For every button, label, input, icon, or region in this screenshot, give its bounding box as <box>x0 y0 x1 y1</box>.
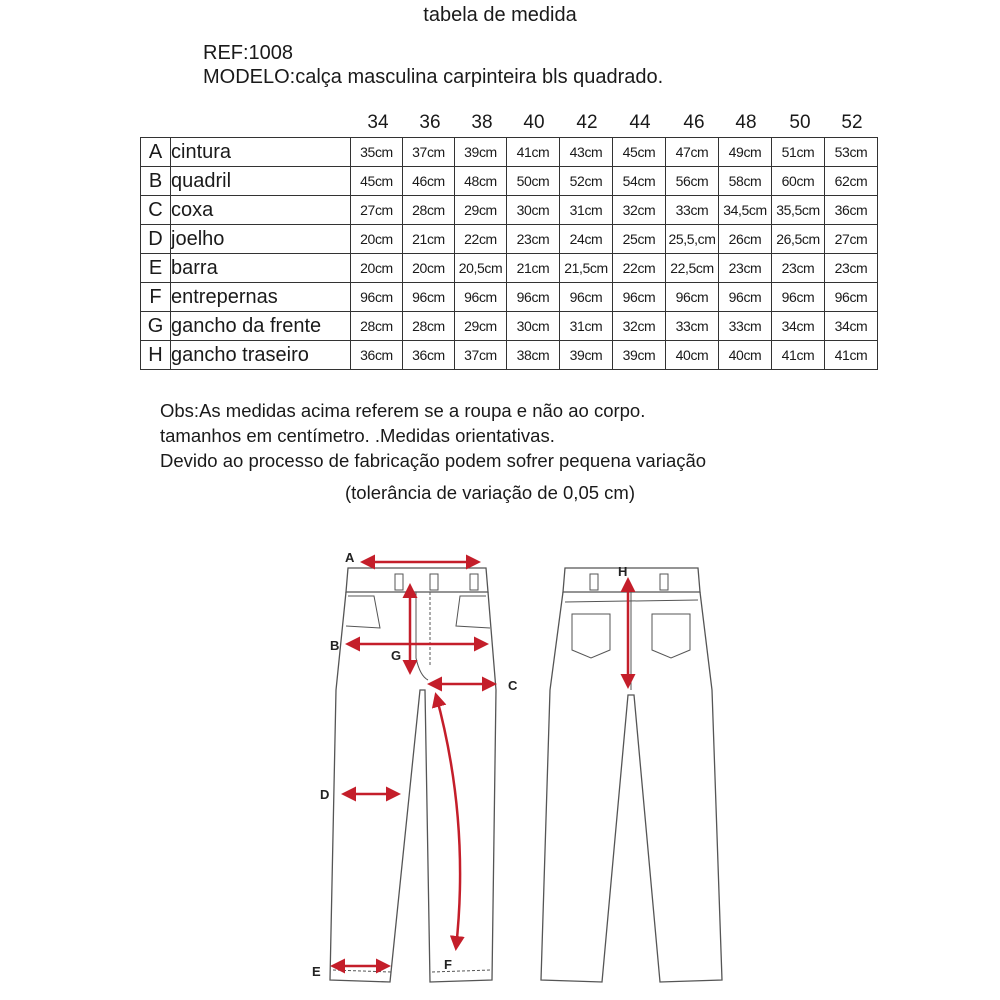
measure-value: 22cm <box>613 254 666 283</box>
back-left-pocket <box>572 614 610 658</box>
measure-value: 32cm <box>613 312 666 341</box>
measure-value: 41cm <box>507 138 560 167</box>
measure-value: 28cm <box>403 196 455 225</box>
front-right-pocket <box>456 596 490 628</box>
measure-value: 96cm <box>666 283 719 312</box>
measure-value: 23cm <box>825 254 878 283</box>
belt-loop <box>395 574 403 590</box>
measure-value: 38cm <box>507 341 560 370</box>
row-letter: A <box>141 138 171 167</box>
row-letter: H <box>141 341 171 370</box>
measure-value: 24cm <box>560 225 613 254</box>
measure-value: 39cm <box>613 341 666 370</box>
measure-name: gancho traseiro <box>171 341 351 370</box>
diagram-label-c: C <box>508 678 518 693</box>
measurement-table <box>140 137 878 370</box>
diagram-label-a: A <box>345 550 355 565</box>
measure-value: 27cm <box>825 225 878 254</box>
size-header: 52 <box>841 112 863 133</box>
diagram-label-f: F <box>444 957 452 972</box>
table-row <box>141 283 878 312</box>
belt-loop <box>430 574 438 590</box>
measure-value: 31cm <box>560 312 613 341</box>
table-row <box>141 167 878 196</box>
diagram-label-e: E <box>312 964 321 979</box>
table-row <box>141 312 878 341</box>
row-letter: G <box>141 312 171 341</box>
size-header: 50 <box>789 112 811 133</box>
table-row <box>141 341 878 370</box>
measure-name: barra <box>171 254 351 283</box>
measure-value: 37cm <box>403 138 455 167</box>
size-header: 40 <box>523 112 545 133</box>
row-letter: B <box>141 167 171 196</box>
measure-value: 20,5cm <box>455 254 507 283</box>
measure-value: 22cm <box>455 225 507 254</box>
tolerance-note: (tolerância de variação de 0,05 cm) <box>345 482 635 503</box>
measure-name: quadril <box>171 167 351 196</box>
size-header: 46 <box>683 112 705 133</box>
measure-value: 43cm <box>560 138 613 167</box>
table-row <box>141 225 878 254</box>
table-row <box>141 196 878 225</box>
measure-value: 51cm <box>772 138 825 167</box>
measure-value: 40cm <box>666 341 719 370</box>
measure-value: 21cm <box>403 225 455 254</box>
measurement-table-body <box>141 138 878 370</box>
measure-value: 28cm <box>351 312 403 341</box>
measure-value: 29cm <box>455 312 507 341</box>
measure-value: 96cm <box>455 283 507 312</box>
measure-value: 21cm <box>507 254 560 283</box>
size-header: 44 <box>629 112 651 133</box>
measure-value: 20cm <box>351 254 403 283</box>
measure-value: 26,5cm <box>772 225 825 254</box>
size-header-row <box>0 112 1000 136</box>
row-letter: C <box>141 196 171 225</box>
reference-code: REF:1008 <box>203 42 294 64</box>
note-line: tamanhos em centímetro. .Medidas orientativas. <box>160 425 555 446</box>
measure-value: 33cm <box>666 312 719 341</box>
measure-value: 27cm <box>351 196 403 225</box>
measure-value: 96cm <box>719 283 772 312</box>
note-line: Devido ao processo de fabricação podem sofrer pequena variação <box>160 450 707 471</box>
measure-value: 96cm <box>507 283 560 312</box>
table-row <box>141 254 878 283</box>
measure-value: 49cm <box>719 138 772 167</box>
front-legs-outline <box>330 592 496 982</box>
belt-loop <box>590 574 598 590</box>
belt-loop <box>660 574 668 590</box>
measure-value: 23cm <box>507 225 560 254</box>
row-letter: F <box>141 283 171 312</box>
pants-diagram <box>0 540 1000 1000</box>
measure-value: 21,5cm <box>560 254 613 283</box>
table-row <box>141 138 878 167</box>
measure-value: 25,5,cm <box>666 225 719 254</box>
measure-value: 52cm <box>560 167 613 196</box>
measure-value: 20cm <box>403 254 455 283</box>
measure-value: 47cm <box>666 138 719 167</box>
measure-value: 45cm <box>351 167 403 196</box>
front-left-pocket <box>346 596 380 628</box>
measure-value: 96cm <box>772 283 825 312</box>
measure-arrow-f <box>436 695 460 948</box>
pants-front-view <box>330 568 496 982</box>
size-header: 36 <box>419 112 441 133</box>
measure-value: 54cm <box>613 167 666 196</box>
measure-value: 28cm <box>403 312 455 341</box>
measure-value: 53cm <box>825 138 878 167</box>
size-header: 38 <box>471 112 493 133</box>
measure-value: 48cm <box>455 167 507 196</box>
diagram-label-d: D <box>320 787 330 802</box>
measure-value: 33cm <box>666 196 719 225</box>
measure-value: 96cm <box>403 283 455 312</box>
measure-value: 96cm <box>613 283 666 312</box>
diagram-label-h: H <box>618 564 628 579</box>
measure-value: 96cm <box>560 283 613 312</box>
measure-value: 37cm <box>455 341 507 370</box>
measure-value: 34cm <box>772 312 825 341</box>
measure-value: 96cm <box>351 283 403 312</box>
measure-value: 36cm <box>403 341 455 370</box>
measure-value: 26cm <box>719 225 772 254</box>
measure-value: 41cm <box>772 341 825 370</box>
front-hem-stitch <box>333 970 491 972</box>
front-fly <box>416 592 428 680</box>
diagram-label-b: B <box>330 638 340 653</box>
measure-value: 58cm <box>719 167 772 196</box>
measure-value: 36cm <box>825 196 878 225</box>
measure-value: 30cm <box>507 312 560 341</box>
measure-value: 60cm <box>772 167 825 196</box>
measure-value: 50cm <box>507 167 560 196</box>
size-header: 42 <box>576 112 598 133</box>
measure-value: 41cm <box>825 341 878 370</box>
measure-value: 20cm <box>351 225 403 254</box>
measure-name: gancho da frente <box>171 312 351 341</box>
back-waistband <box>563 568 700 592</box>
diagram-label-g: G <box>391 648 402 663</box>
back-right-pocket <box>652 614 690 658</box>
measure-value: 34,5cm <box>719 196 772 225</box>
page-title: tabela de medida <box>423 4 577 26</box>
note-line: Obs:As medidas acima referem se a roupa e não ao corpo. <box>160 400 646 421</box>
measure-value: 34cm <box>825 312 878 341</box>
row-letter: D <box>141 225 171 254</box>
measure-name: cintura <box>171 138 351 167</box>
measure-value: 35cm <box>351 138 403 167</box>
measure-value: 31cm <box>560 196 613 225</box>
front-waistband <box>346 568 488 592</box>
measure-value: 25cm <box>613 225 666 254</box>
measure-value: 96cm <box>825 283 878 312</box>
size-header: 34 <box>367 112 389 133</box>
row-letter: E <box>141 254 171 283</box>
measure-name: joelho <box>171 225 351 254</box>
measure-name: entrepernas <box>171 283 351 312</box>
measure-value: 62cm <box>825 167 878 196</box>
measure-value: 22,5cm <box>666 254 719 283</box>
measure-value: 32cm <box>613 196 666 225</box>
measure-value: 40cm <box>719 341 772 370</box>
measure-name: coxa <box>171 196 351 225</box>
measure-value: 36cm <box>351 341 403 370</box>
measure-value: 39cm <box>560 341 613 370</box>
size-header: 48 <box>735 112 757 133</box>
model-description: MODELO:calça masculina carpinteira bls quadrado. <box>203 66 664 88</box>
measure-value: 29cm <box>455 196 507 225</box>
measure-value: 23cm <box>719 254 772 283</box>
measure-value: 56cm <box>666 167 719 196</box>
pants-back-view <box>541 568 722 982</box>
measure-value: 23cm <box>772 254 825 283</box>
measure-value: 30cm <box>507 196 560 225</box>
measure-value: 45cm <box>613 138 666 167</box>
measure-value: 33cm <box>719 312 772 341</box>
belt-loop <box>470 574 478 590</box>
measure-value: 46cm <box>403 167 455 196</box>
measure-value: 35,5cm <box>772 196 825 225</box>
measure-value: 39cm <box>455 138 507 167</box>
